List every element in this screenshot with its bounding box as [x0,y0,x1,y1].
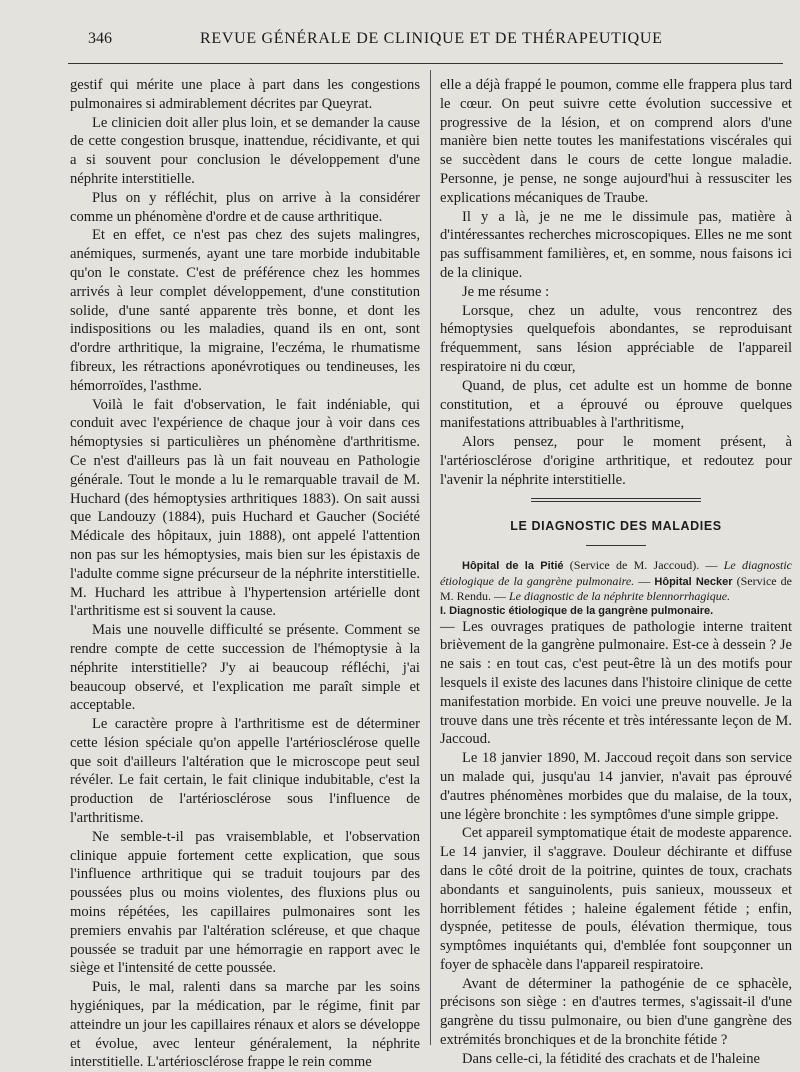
column-divider [430,70,431,1045]
paragraph: Le clinicien doit aller plus loin, et se demander la cause de cette congestion brusque, inattendue, récidivante, et qui a si souvent pour conclusion le développement d'une néphrite interstitielle. [70,114,420,187]
paragraph: Avant de déterminer la pathogénie de ce sphacèle, précisons son siège : en d'autres termes, s'agissait-il d'une gangrène du tissu pulmonaire, ou bien d'une gangrène des extrémités bronchiques et de la bronchite fétide ? [440,975,792,1049]
paragraph: Puis, le mal, ralenti dans sa marche par les soins hygiéniques, par la médication, par le régime, finit par atteindre un jour les capillaires rénaux et alors se développe et évolue, avec lenteur généralement, la néphrite interstitielle. L'artériosclérose frappe le rein comme [70,979,420,1071]
ref-text: (Service de M. Rendu. — [440,573,793,604]
lecture-title: Le diagnostic de la néphrite blennorrhagique. [509,589,731,604]
paragraph: Ne semble-t-il pas vraisemblable, et l'observation clinique appuie fortement cette explication, que sous l'influence arthritique qui se traduit toujours par des poussées plus ou moins violentes, des fluxions plus ou moins répétées, les capillaires pulmonaires sont les premiers envahis par l'altération scléreuse, et que chaque poussée se traduit par une hémorragie en rapport avec le siège et l'intensité de cette poussée. [70,828,420,977]
paragraph: Et en effet, ce n'est pas chez des sujets malingres, anémiques, surmenés, ayant une tare morbide indubitable qu'on le constate. C'est de préférence chez les hommes arrivés à leur complet développement, d'une constitution solide, d'une santé apparente très bonne, et dont les indispositions ou les maladies, quand ils en ont, sont d'ordre arthritique, la migraine, l'eczéma, le rhumatisme fibreux, les rétractions aponévrotiques ou tendineuses, les hémorroïdes, l'asthme. [70,227,420,394]
ref-text: (Service de M. Jaccoud). — [563,558,724,573]
paragraph: gestif qui mérite une place à part dans les congestions pulmonaires si admirablement décrites par Queyrat. [70,77,420,112]
page-number: 346 [88,30,112,47]
lecture-references [440,558,792,603]
paragraph: Alors pensez, pour le moment présent, à l'artériosclérose d'origine arthritique, et redoutez pour l'avenir la néphrite interstitielle. [440,434,792,488]
paragraph: Voilà le fait d'observation, le fait indéniable, qui conduit avec l'expérience de chaque jour à voir dans ces hémoptysies si particulières un phénomène d'arthritisme. Ce n'est d'ailleurs pas là un fait nouveau en Pathologie générale. Tout le monde a lu le remarquable travail de M. Huchard (des hémoptysies arthritiques 1883). On sait aussi que Landouzy (1884), puis Huchard et Gaucher (Société Médicale des hôpitaux, juin 1888), ont appelé l'attention non pas sur les hémoptysies, mais bien sur les épistaxis de l'adulte comme signe précurseur de la néphrite interstitielle. M. Huchard les attribue à l'hypertension artérielle dont l'arthritisme est si souvent la cause. [70,396,420,620]
paragraph: Dans celle-ci, la fétidité des crachats et de l'haleine [462,1050,761,1067]
paragraph: Le 18 janvier 1890, M. Jaccoud reçoit dans son service un malade qui, jusqu'au 14 janvier, n'avait pas éprouvé d'autres phénomènes morbides que du malaise, de la toux, une légère bronchite : les symptômes d'une simple grippe. [440,750,792,823]
paragraph: Il y a là, je ne me le dissimule pas, matière à d'intéressantes recherches microscopiques. Elles ne me sont pas suffisamment familières, et, en somme, nous faisons ici de la clinique. [440,208,792,281]
running-title: REVUE GÉNÉRALE DE CLINIQUE ET DE THÉRAPEUTIQUE [200,30,663,47]
paragraph: Cet appareil symptomatique était de modeste apparence. Le 14 janvier, il s'aggrave. Douleur déchirante et diffuse dans le côté droit de la poitrine, quintes de toux, crachats abondants et sanguinolents, puis sanieux, mousseux et horriblement fétides ; haleine également fétide ; enfin, dyspnée, petitesse de pouls, élévation thermique, tous symptômes inquiétants qui, d'emblée font soupçonner un foyer de sphacèle dans l'appareil respiratoire. [440,825,792,973]
paragraph: Mais une nouvelle difficulté se présente. Comment se rendre compte de cette succession de l'hémoptysie à la néphrite interstitielle? J'y ai beaucoup réfléchi, j'ai beaucoup observé, et l'explication me paraît simple et acceptable. [70,622,420,714]
title-underline [586,545,646,546]
paragraph: Le caractère propre à l'arthritisme est de déterminer cette lésion spéciale qu'on appelle l'artériosclérose quelle que soit d'ailleurs l'altération que le microscope peut seul révéler. Le fait certain, le fait clinique indubitable, c'est la production de l'artériosclérose sous l'influence de l'arthritisme. [70,716,420,827]
hospital-name: Hôpital Necker [654,575,733,588]
ref-text: — [634,573,655,588]
lecture-title: Le diagnostic étiologique de la gangrène pulmonaire. [440,558,793,588]
hospital-name: Hôpital de la Pitié [462,560,564,573]
paragraph: — Les ouvrages pratiques de pathologie interne traitent brièvement de la gangrène pulmonaire. Est-ce à dessein ? Je ne sais : en tout cas, c'est peut-être là un des motifs pour lesquels il existe des lacunes dans l'histoire clinique de cette manifestation morbide. En voici une preuve nouvelle. Je la trouve dans une très récente et très intéressante leçon de M. Jaccoud. [440,618,792,748]
paragraph: Lorsque, chez un adulte, vous rencontrez des hémoptysies quelquefois abondantes, se reproduisant fréquemment, sans lésion appréciable de l'appareil respiratoire ni du cœur, [440,302,792,375]
left-column [70,76,420,1072]
paragraph: elle a déjà frappé le poumon, comme elle frappera plus tard le cœur. On peut suivre cette évolution successive et progressive de la lésion, et on comprend alors d'une manière bien nette toutes les manifestations viscérales qui se succèdent dans le cours de cette longue maladie. Personne, je pense, ne songe aujourd'hui à ressusciter les explications mécaniques de Traube. [440,77,792,206]
paragraph: Je me résume : [462,283,550,300]
section-title: LE DIAGNOSTIC DES MALADIES [510,518,722,533]
running-header [88,30,783,52]
paragraph: Quand, de plus, cet adulte est un homme de bonne constitution, et a éprouvé ou éprouve quelques manifestations attribuables à l'arthritisme, [440,377,792,432]
header-rule [68,63,783,64]
section-separator [531,498,701,502]
right-column [440,76,792,1069]
paragraph: Plus on y réfléchit, plus on arrive à la considérer comme un phénomène d'ordre et de cause arthritique. [70,189,420,225]
subsection-heading: I. Diagnostic étiologique de la gangrène pulmonaire. [440,604,714,617]
